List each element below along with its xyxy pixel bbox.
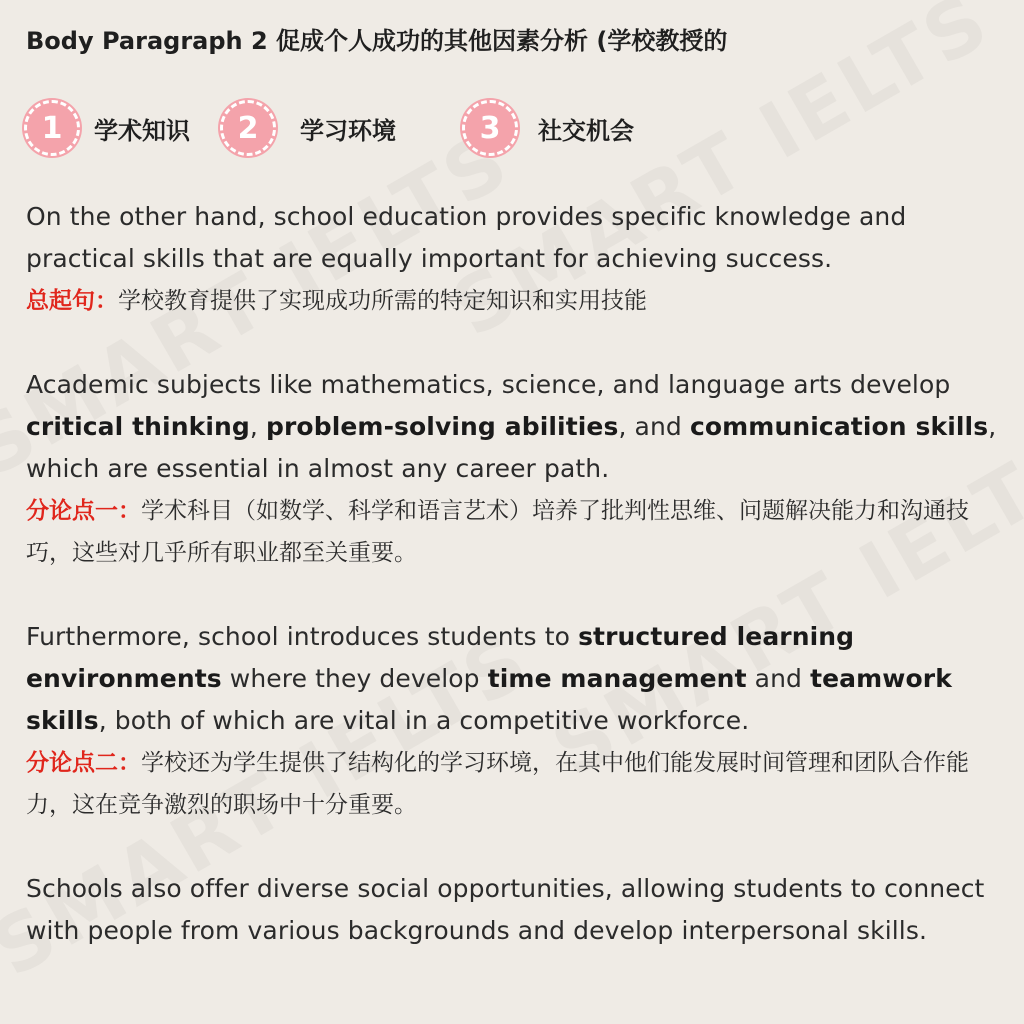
text-segment: and: [746, 664, 811, 693]
translation-label: 分论点二：: [26, 750, 141, 776]
text-segment: , both of which are vital in a competitive workforce.: [98, 706, 750, 735]
paragraph-4: [26, 868, 1004, 952]
english-text: [26, 364, 1004, 490]
text-segment: On the other hand, school education provides specific knowledge and practical skills that are equally important for achieving success.: [26, 202, 907, 273]
key-phrase: teamwork skills: [26, 664, 952, 735]
translation-text: 学校还为学生提供了结构化的学习环境，在其中他们能发展时间管理和团队合作能力，这在竞争激烈的职场中十分重要。: [26, 750, 969, 818]
english-text: [26, 616, 1004, 742]
text-segment: , and: [618, 412, 690, 441]
badge-row: [24, 98, 724, 158]
paragraph-1: [26, 196, 1004, 322]
badge-2: [220, 98, 396, 158]
badge-label: 学习环境: [300, 116, 396, 145]
badge-label: 社交机会: [538, 116, 634, 145]
badge-label: 学术知识: [94, 116, 190, 145]
key-phrase: time management: [487, 664, 747, 693]
text-segment: Furthermore, school introduces students to: [26, 622, 579, 651]
badge-1: [24, 98, 190, 158]
number-badge: 1: [24, 100, 80, 156]
page-title: Body Paragraph 2 促成个人成功的其他因素分析 (学校教授的: [26, 27, 728, 55]
key-phrase: communication skills: [689, 412, 989, 441]
badge-3: [462, 98, 634, 158]
translation-text: 学校教育提供了实现成功所需的特定知识和实用技能: [118, 288, 647, 314]
translation-label: 总起句：: [26, 288, 118, 314]
key-phrase: structured learning environments: [26, 622, 855, 693]
translation-label: 分论点一：: [26, 498, 141, 524]
text-segment: where they develop: [221, 664, 488, 693]
text-segment: ,: [249, 412, 266, 441]
english-text: [26, 196, 1004, 280]
number-badge: 3: [462, 100, 518, 156]
paragraph-2: [26, 364, 1004, 574]
chinese-translation: [26, 280, 1004, 322]
key-phrase: problem-solving abilities: [266, 412, 619, 441]
text-segment: Academic subjects like mathematics, science, and language arts develop: [26, 370, 951, 399]
english-text: [26, 868, 1004, 952]
text-segment: , which are essential in almost any career path.: [26, 412, 997, 483]
chinese-translation: [26, 742, 1004, 826]
number-badge: 2: [220, 100, 276, 156]
paragraph-3: [26, 616, 1004, 826]
translation-text: 学术科目（如数学、科学和语言艺术）培养了批判性思维、问题解决能力和沟通技巧，这些对几乎所有职业都至关重要。: [26, 498, 969, 566]
chinese-translation: [26, 490, 1004, 574]
content: [26, 196, 1004, 994]
key-phrase: critical thinking: [26, 412, 250, 441]
text-segment: Schools also offer diverse social opportunities, allowing students to connect with people from various backgrounds and develop interpersonal skills.: [26, 874, 985, 945]
